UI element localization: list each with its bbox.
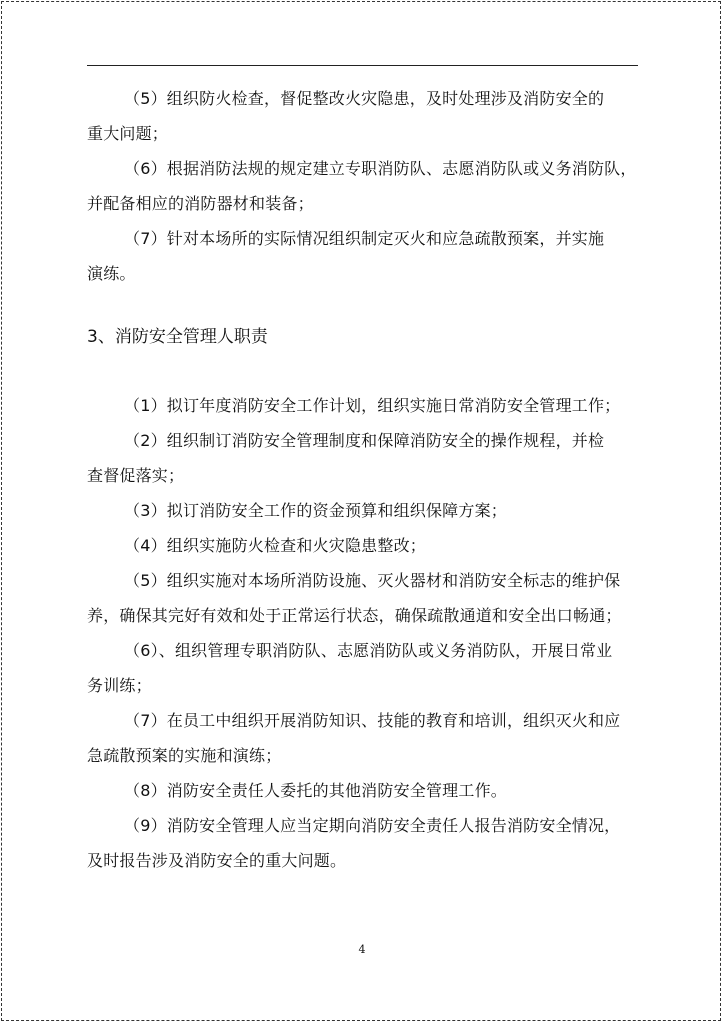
list-item-4: （4）组织实施防火检查和火灾隐患整改； bbox=[124, 536, 426, 555]
section-heading: 3、消防安全管理人职责 bbox=[87, 327, 268, 347]
list-item-6-cont: 务训练； bbox=[87, 676, 152, 695]
list-item-top-6-cont: 并配备相应的消防器材和装备； bbox=[87, 194, 314, 213]
list-item-top-7-cont: 演练。 bbox=[87, 264, 136, 283]
list-item-9-cont: 及时报告涉及消防安全的重大问题。 bbox=[87, 851, 347, 870]
page-number: 4 bbox=[358, 943, 366, 956]
list-item-7: （7）在员工中组织开展消防知识、技能的教育和培训，组织灭火和应 bbox=[124, 711, 621, 730]
list-item-9: （9）消防安全管理人应当定期向消防安全责任人报告消防安全情况， bbox=[124, 816, 621, 835]
list-item-top-7: （7）针对本场所的实际情况组织制定灭火和应急疏散预案，并实施 bbox=[124, 229, 605, 248]
list-item-top-5-cont: 重大问题； bbox=[87, 124, 169, 143]
list-item-8: （8）消防安全责任人委托的其他消防安全管理工作。 bbox=[124, 781, 507, 800]
list-item-2: （2）组织制订消防安全管理制度和保障消防安全的操作规程，并检 bbox=[124, 431, 605, 450]
list-item-2-cont: 查督促落实； bbox=[87, 466, 185, 485]
list-item-6: （6）、组织管理专职消防队、志愿消防队或义务消防队，开展日常业 bbox=[124, 641, 613, 660]
list-item-5-cont: 养，确保其完好有效和处于正常运行状态，确保疏散通道和安全出口畅通； bbox=[87, 606, 622, 625]
list-item-top-5: （5）组织防火检查，督促整改火灾隐患，及时处理涉及消防安全的 bbox=[124, 89, 605, 108]
list-item-1: （1）拟订年度消防安全工作计划，组织实施日常消防安全管理工作； bbox=[124, 396, 621, 415]
header-rule bbox=[87, 65, 638, 66]
list-item-5: （5）组织实施对本场所消防设施、灭火器材和消防安全标志的维护保 bbox=[124, 571, 621, 590]
list-item-7-cont: 急疏散预案的实施和演练； bbox=[87, 746, 282, 765]
list-item-3: （3）拟订消防安全工作的资金预算和组织保障方案； bbox=[124, 501, 507, 520]
list-item-top-6: （6）根据消防法规的规定建立专职消防队、志愿消防队或义务消防队， bbox=[124, 159, 637, 178]
